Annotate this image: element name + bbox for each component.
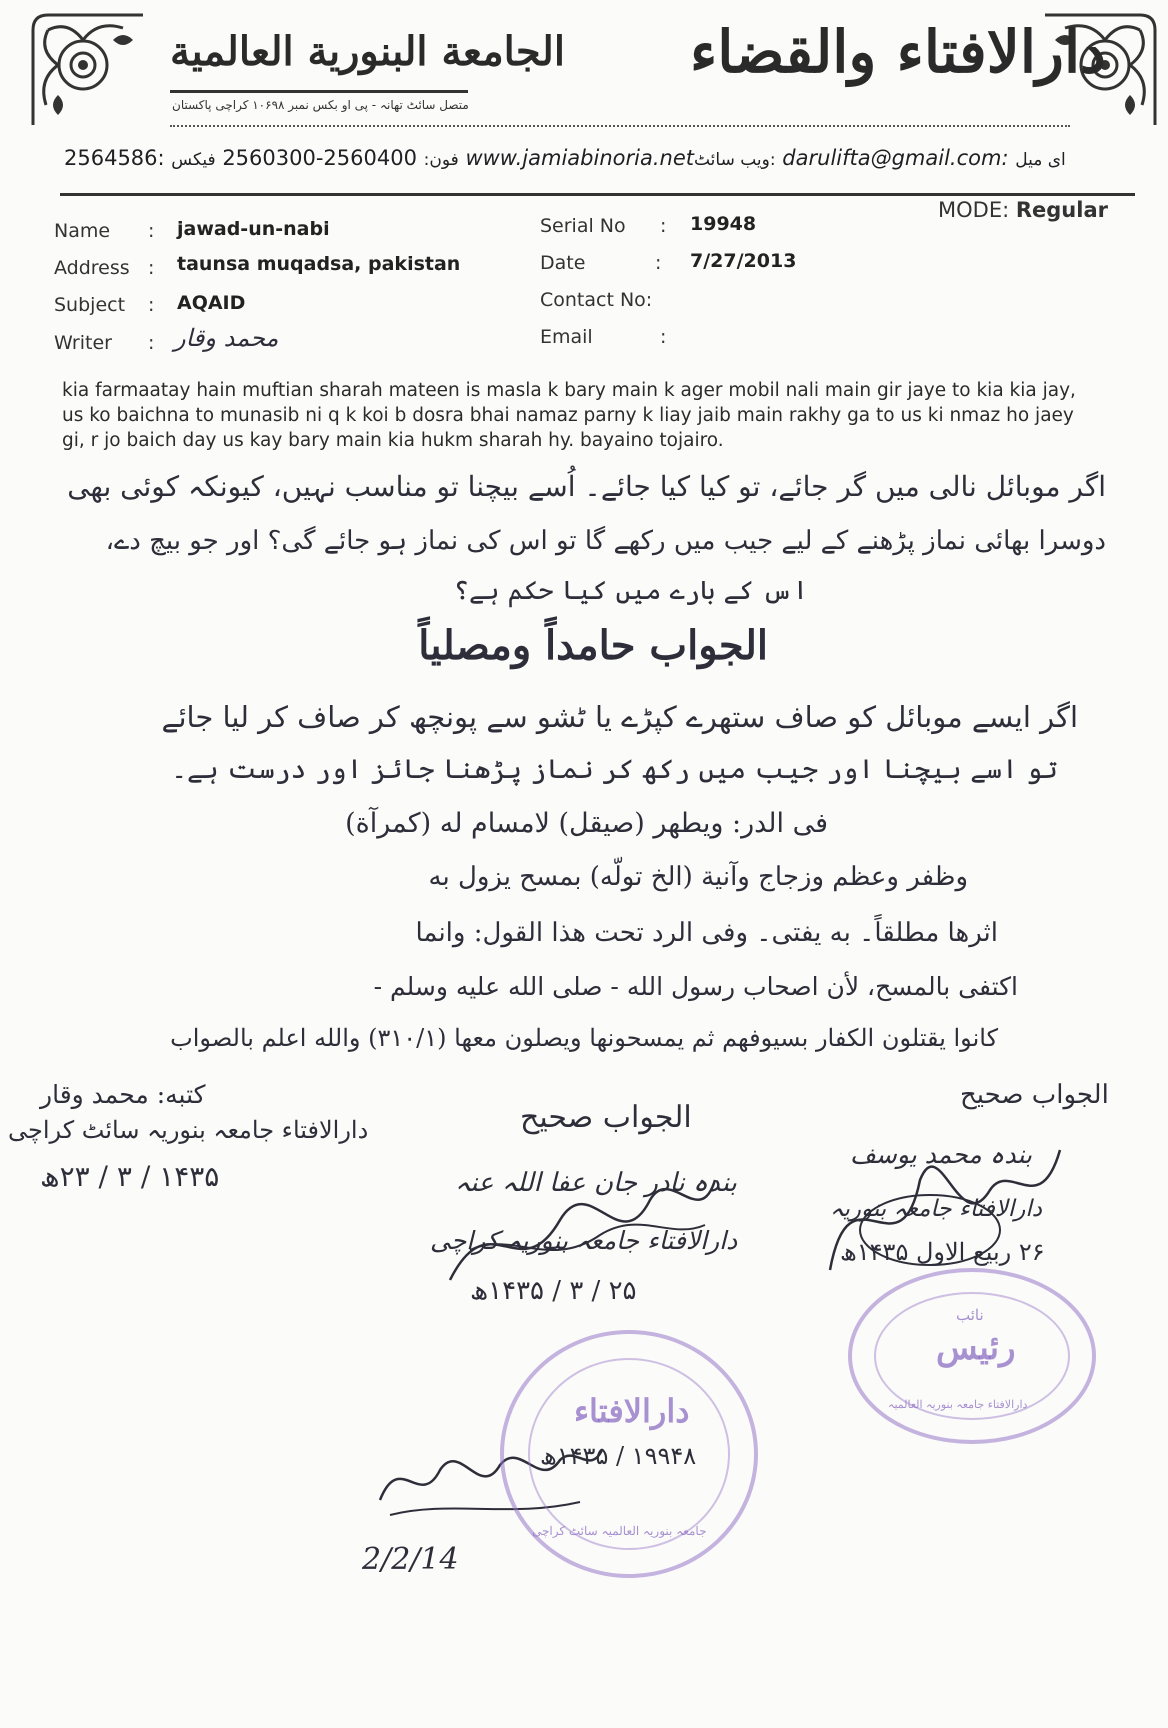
name-value: jawad-un-nabi (177, 218, 330, 240)
institution-name: الجامعة البنورية العالمية (170, 28, 565, 75)
naib-raees-stamp (848, 1268, 1096, 1444)
answer-heading: الجواب حامداً ومصلیاً (418, 622, 768, 669)
writer-colon: : (148, 332, 155, 354)
naib-raees-stamp-ring-text: دارالافتاء جامعہ بنوریہ العالمیہ (888, 1398, 1028, 1411)
reference-line4: اکتفى بالمسح، لأن اصحاب رسول الله - صلى الله عليه وسلم - (373, 972, 1018, 1001)
department-name: دارالافتاء والقضاء (690, 18, 1106, 86)
website-link[interactable]: www.jamiabinoria.net (465, 146, 694, 170)
header-dotted-divider (170, 125, 1070, 127)
serial-value: 19948 (690, 213, 757, 235)
right-sig-institution: دارالافتاء جامعہ بنوریہ (830, 1196, 1042, 1222)
website-label: :ویب سائٹ (693, 150, 776, 170)
mode-indicator (938, 198, 1108, 222)
email-colon: : (660, 326, 667, 348)
daruliftaa-stamp-title: دارالافتاء (574, 1392, 690, 1430)
date-value: 7/27/2013 (690, 250, 797, 272)
ornament-left-icon (28, 10, 148, 130)
reference-line2: وظفر وعظم وزجاج وآنية (الخ تولّه) بمسح يزول به (428, 862, 968, 892)
fax-number: 2564586: (64, 146, 165, 170)
serial-colon: : (660, 215, 667, 237)
reference-line5: كانوا يقتلون الكفار بسيوفهم ثم يمسحونها ويصلون معها (۳۱۰/۱) والله اعلم بالصواب (170, 1024, 998, 1052)
middle-sig-name: بندہ نادر جان عفا اللہ عنہ (455, 1168, 737, 1198)
bottom-date: 2/2/14 (362, 1542, 459, 1577)
date-label: Date (540, 252, 586, 274)
handwritten-question-line2: دوسرا بھائی نماز پڑھنے کے لیے جیب میں رکھے گا تو اس کی نماز ہو جائے گی؟ اور جو بیچ دے، (105, 526, 1106, 556)
name-colon: : (148, 220, 155, 242)
subject-colon: : (148, 294, 155, 316)
middle-sig-institution: دارالافتاء جامعہ بنوریہ کراچی (430, 1226, 738, 1255)
handwritten-question-line1: اگر موبائل نالی میں گر جائے، تو کیا کیا جائے۔ اُسے بیچنا تو مناسب نہیں، کیونکہ کوئی بھی (67, 470, 1106, 503)
writer-label: Writer (54, 332, 112, 354)
answer-line1: اگر ایسے موبائل کو صاف ستھرے کپڑے یا ٹشو سے پونچھ کر صاف کر لیا جائے (161, 700, 1078, 734)
bottom-hijri-note: ۱۹۹۴۸ / ۱۴۳۵ھ (540, 1442, 697, 1470)
institution-underline (170, 90, 468, 93)
naib-raees-stamp-title: رئیس (936, 1328, 1016, 1368)
contact-line (64, 146, 1134, 176)
daruliftaa-stamp-ring-text: جامعہ بنوریہ العالمیہ سائٹ کراچی (532, 1524, 707, 1538)
header-rule (60, 193, 1135, 196)
fax-label: فیکس (171, 150, 216, 170)
writer-institution: دارالافتاء جامعہ بنوریہ سائٹ کراچی (8, 1116, 369, 1144)
subject-value: AQAID (177, 292, 246, 314)
middle-sig-date: ۲۵ / ۳ / ۱۴۳۵ھ (470, 1276, 637, 1306)
handwritten-question-line3: اس کے بارے میں کیا حکم ہے؟ (453, 576, 808, 606)
answer-line2: تو اسے بیچنا اور جیب میں رکھ کر نماز پڑھنا جائز اور درست ہے۔ (171, 754, 1058, 785)
reference-line1: فی الدر: ویطھر (صیقل) لامسام له (کمرآة) (345, 808, 828, 839)
address-colon: : (148, 257, 155, 279)
reference-line3: اثرھا مطلقاً۔ به يفتى۔ وفى الرد تحت هذا القول: وانما (415, 918, 998, 948)
email-label: ای میل (1015, 150, 1066, 170)
middle-signature-scribble (430, 1140, 730, 1310)
serial-label: Serial No (540, 215, 626, 237)
question-text: kia farmaatay hain muftian sharah mateen is masla k bary main k ager mobil nali main gir jaye to kia kia jay, us ko baichna to munasib ni q k koi b dosra bhai namaz parny k liay jaib main rakhy ga to us ki nmaz ho jaey gi, r jo baich day us kay bary main kia hukm sharah hy. bayaino tojairo. (62, 380, 1076, 451)
subject-label: Subject (54, 294, 126, 316)
naib-raees-stamp-top: نائب (956, 1306, 984, 1324)
institution-address: متصل سائٹ تھانہ - پی او بکس نمبر ۱۰۶۹۸ کراچی پاکستان (172, 98, 469, 112)
email-field-label: Email (540, 326, 593, 348)
phone-label: فون: (423, 150, 459, 170)
contact-label: Contact No: (540, 289, 653, 311)
mode-value: Regular (1015, 198, 1108, 222)
middle-sig-heading: الجواب صحیح (520, 1100, 692, 1135)
phone-numbers: 2560300-2560400 (222, 146, 417, 170)
email-link[interactable]: darulifta@gmail.com: (782, 146, 1009, 170)
right-sig-heading: الجواب صحیح (960, 1080, 1109, 1110)
right-sig-date: ۲۶ ربیع الاول ۱۴۳۵ھ (840, 1238, 1045, 1266)
right-sig-name: بندہ محمد یوسف (850, 1140, 1032, 1169)
date-colon: : (655, 252, 662, 274)
address-value: taunsa muqadsa, pakistan (177, 253, 461, 275)
written-by: کتبه: محمد وقار (40, 1080, 206, 1109)
writer-value: محمد وقار (174, 324, 279, 352)
address-label: Address (54, 257, 130, 279)
mode-label: MODE: (938, 198, 1010, 222)
writer-date: ۱۴۳۵ / ۳ / ۲۳ھ (40, 1160, 220, 1193)
name-label: Name (54, 220, 111, 242)
